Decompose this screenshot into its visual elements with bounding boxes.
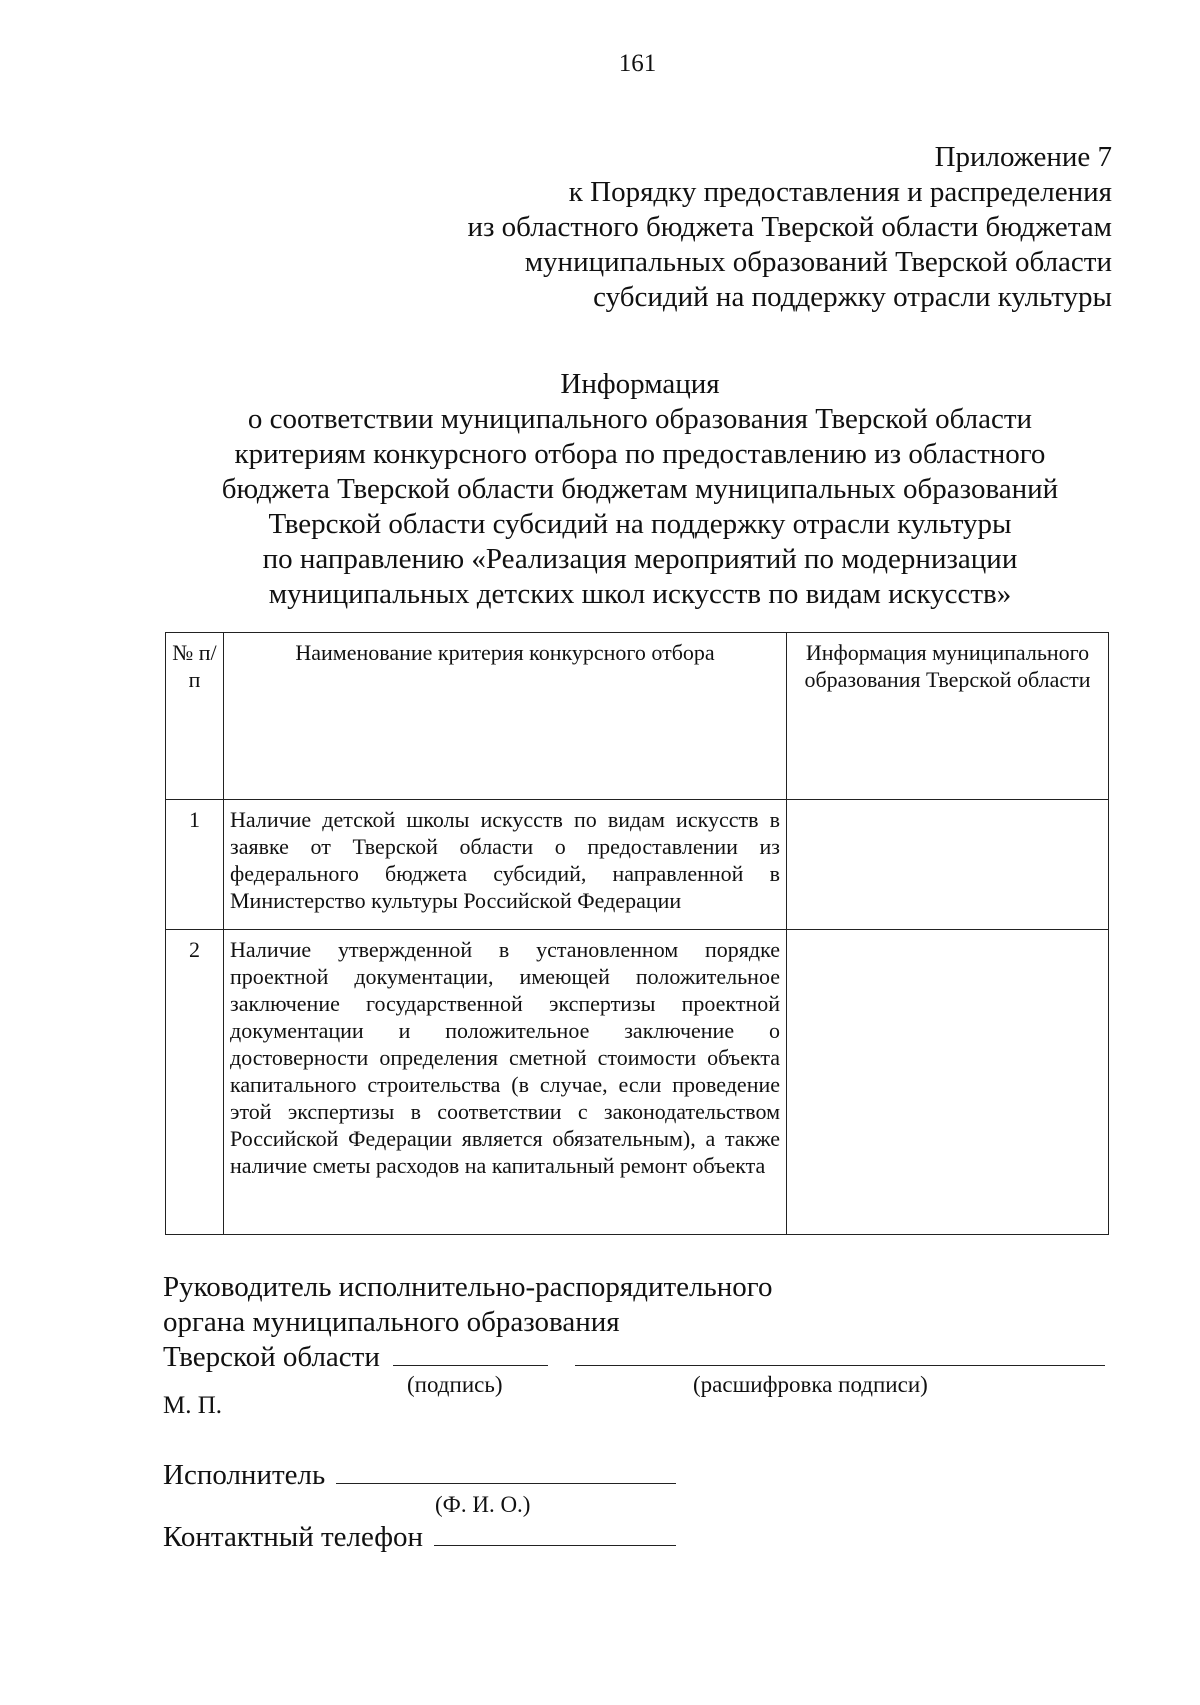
appendix-line: субсидий на поддержку отрасли культуры bbox=[593, 281, 1112, 313]
criteria-table bbox=[165, 632, 1109, 1235]
table-row bbox=[166, 930, 1109, 1235]
title-line: критериям конкурсного отбора по предоставлению из областного bbox=[234, 438, 1046, 470]
title-line: о соответствии муниципального образования Тверской области bbox=[247, 403, 1033, 435]
appendix-header bbox=[352, 140, 1112, 315]
row-num: 2 bbox=[166, 930, 224, 1235]
appendix-line: Приложение 7 bbox=[934, 141, 1112, 173]
title-line: бюджета Тверской области бюджетам муниципальных образований bbox=[221, 473, 1059, 505]
row-criterion: Наличие утвержденной в установленном порядке проектной документации, имеющей положительное заключение государственной экспертизы проектной документации и положительное заключение о достоверности определения сметной стоимости объекта капитального строительства (в случае, если проведение этой экспертизы в соответствии с законодательством Российской Федерации является обязательным), а также наличие сметы расходов на капитальный ремонт объекта bbox=[224, 930, 787, 1235]
document-title bbox=[140, 367, 1140, 612]
title-line: Тверской области субсидий на поддержку отрасли культуры bbox=[268, 508, 1012, 540]
title-line: по направлению «Реализация мероприятий по модернизации bbox=[262, 543, 1018, 575]
row-info-cell[interactable] bbox=[787, 930, 1109, 1235]
signature-block bbox=[163, 1270, 1123, 1375]
header-municipality-info: Информация муниципального образования Тверской области bbox=[787, 633, 1109, 800]
row-info-cell[interactable] bbox=[787, 800, 1109, 930]
signature-decoding-field[interactable] bbox=[575, 1341, 1105, 1366]
title-line: Информация bbox=[560, 368, 720, 400]
header-num: № п/п bbox=[166, 633, 224, 800]
executor-row bbox=[163, 1458, 676, 1493]
row-criterion: Наличие детской школы искусств по видам искусств в заявке от Тверской области о предоставлении из федерального бюджета субсидий, направленной в Министерство культуры Российской Федерации bbox=[224, 800, 787, 930]
executor-label: Исполнитель bbox=[163, 1459, 326, 1491]
table-row bbox=[166, 800, 1109, 930]
signature-line-1: Руководитель исполнительно-распорядительного bbox=[163, 1271, 773, 1303]
page-number: 161 bbox=[618, 50, 657, 77]
signature-line-2: органа муниципального образования bbox=[163, 1306, 620, 1338]
header-criterion-name: Наименование критерия конкурсного отбора bbox=[224, 633, 787, 800]
signature-caption: (подпись) bbox=[407, 1372, 503, 1397]
phone-row bbox=[163, 1520, 676, 1555]
phone-label: Контактный телефон bbox=[163, 1521, 424, 1553]
appendix-line: к Порядку предоставления и распределения bbox=[568, 176, 1112, 208]
signature-region: Тверской области bbox=[163, 1341, 380, 1373]
signature-field[interactable] bbox=[393, 1341, 548, 1366]
appendix-line: муниципальных образований Тверской области bbox=[524, 246, 1112, 278]
row-num: 1 bbox=[166, 800, 224, 930]
executor-name-field[interactable] bbox=[336, 1459, 676, 1484]
title-line: муниципальных детских школ искусств по видам искусств» bbox=[268, 578, 1012, 610]
phone-field[interactable] bbox=[434, 1521, 676, 1546]
signature-decoding-caption: (расшифровка подписи) bbox=[693, 1372, 928, 1397]
stamp-place: М. П. bbox=[163, 1392, 223, 1419]
executor-caption: (Ф. И. О.) bbox=[435, 1492, 531, 1517]
signature-line-3 bbox=[163, 1340, 1123, 1375]
appendix-line: из областного бюджета Тверской области бюджетам bbox=[467, 211, 1112, 243]
table-header-row bbox=[166, 633, 1109, 800]
